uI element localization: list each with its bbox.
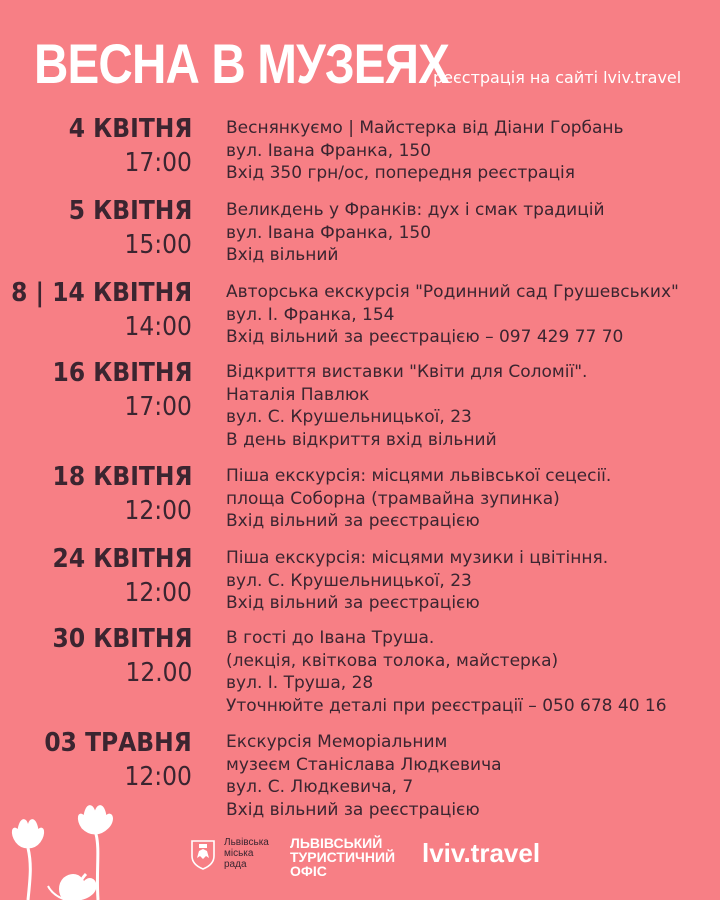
council-line: міська: [224, 848, 254, 859]
office-line: ТУРИСТИЧНИЙ: [290, 849, 396, 865]
event-date: 18 КВІТНЯ: [52, 462, 192, 492]
event-date: 03 ТРАВНЯ: [44, 728, 192, 758]
event-date: 4 КВІТНЯ: [68, 114, 192, 144]
event-line: вул. С. Крушельницької, 23: [226, 570, 472, 591]
event-time: 17:00: [124, 148, 192, 178]
event-line: музеєм Станіслава Людкевича: [226, 754, 502, 775]
event-line: Авторська екскурсія "Родинний сад Грушевських": [226, 282, 679, 302]
event-line: Екскурсія Меморіальним: [226, 732, 448, 752]
event-date: 16 КВІТНЯ: [52, 358, 192, 388]
city-council-logo: [224, 837, 269, 870]
event-description: [226, 281, 706, 349]
event-time: 12:00: [124, 578, 192, 608]
event-date: 30 КВІТНЯ: [52, 624, 192, 654]
office-line: ЛЬВІВСЬКИЙ: [290, 835, 383, 851]
event-time: 12:00: [124, 496, 192, 526]
event-description: [226, 627, 706, 717]
event-line: вул. І. Труша, 28: [226, 673, 374, 693]
event-line: Веснянкуємо | Майстерка від Діани Горбань: [226, 118, 624, 138]
event-date: 24 КВІТНЯ: [52, 544, 192, 574]
event-line: Вхід вільний за реєстрацією: [226, 593, 480, 613]
event-description: [226, 731, 706, 821]
event-line: Відкриття виставки "Квіти для Соломії".: [226, 362, 588, 382]
event-date: 8 | 14 КВІТНЯ: [10, 278, 192, 308]
event-line: Вхід вільний за реєстрацією: [226, 799, 480, 820]
lviv-crest-icon: [190, 838, 216, 870]
event-description: [226, 117, 706, 185]
event-line: вул. С. Крушельницької, 23: [226, 407, 472, 427]
event-description: [226, 465, 706, 533]
event-description: [226, 199, 706, 267]
site-link[interactable]: lviv.travel: [422, 838, 541, 868]
event-time: 12:00: [124, 762, 192, 792]
event-line: Наталія Павлюк: [226, 384, 370, 405]
event-description: [226, 361, 706, 451]
event-date: 5 КВІТНЯ: [68, 196, 192, 226]
event-description: [226, 547, 706, 615]
flowers-illustration: [0, 790, 130, 900]
event-time: 17:00: [124, 392, 192, 422]
event-time: 15:00: [124, 230, 192, 260]
event-line: Вхід 350 грн/ос, попередня реєстрація: [226, 163, 575, 183]
event-line: вул. Івана Франка, 150: [226, 222, 432, 243]
council-line: рада: [224, 859, 247, 870]
event-line: Вхід вільний за реєстрацією: [226, 511, 480, 531]
event-line: вул. Івана Франка, 150: [226, 140, 432, 161]
event-line: вул. С. Людкевича, 7: [226, 777, 414, 797]
event-line: Піша екскурсія: місцями львівської сецесії.: [226, 466, 612, 486]
event-line: площа Соборна (трамвайна зупинка): [226, 488, 560, 509]
registration-note: реєстрація на сайті lviv.travel: [433, 68, 682, 87]
tourist-office-logo: [290, 836, 395, 878]
event-line: Великдень у Франків: дух і смак традицій: [226, 200, 605, 220]
event-line: Вхід вільний за реєстрацією – 097 429 77 70: [226, 327, 624, 347]
page-title: ВЕСНА В МУЗЕЯХ: [34, 32, 449, 95]
event-line: Вхід вільний: [226, 245, 339, 265]
event-line: Піша екскурсія: місцями музики і цвітіння.: [226, 548, 609, 568]
council-line: Львівська: [224, 837, 269, 848]
event-time: 14:00: [124, 312, 192, 342]
event-line: (лекція, квіткова толока, майстерка): [226, 650, 559, 671]
event-time: 12.00: [125, 658, 192, 688]
event-line: В гості до Івана Труша.: [226, 628, 435, 648]
office-line: ОФІС: [290, 863, 327, 879]
event-line: В день відкриття вхід вільний: [226, 429, 497, 450]
event-line: Уточнюйте деталі при реєстрації – 050 678 40 16: [226, 695, 667, 716]
event-line: вул. І. Франка, 154: [226, 304, 395, 325]
